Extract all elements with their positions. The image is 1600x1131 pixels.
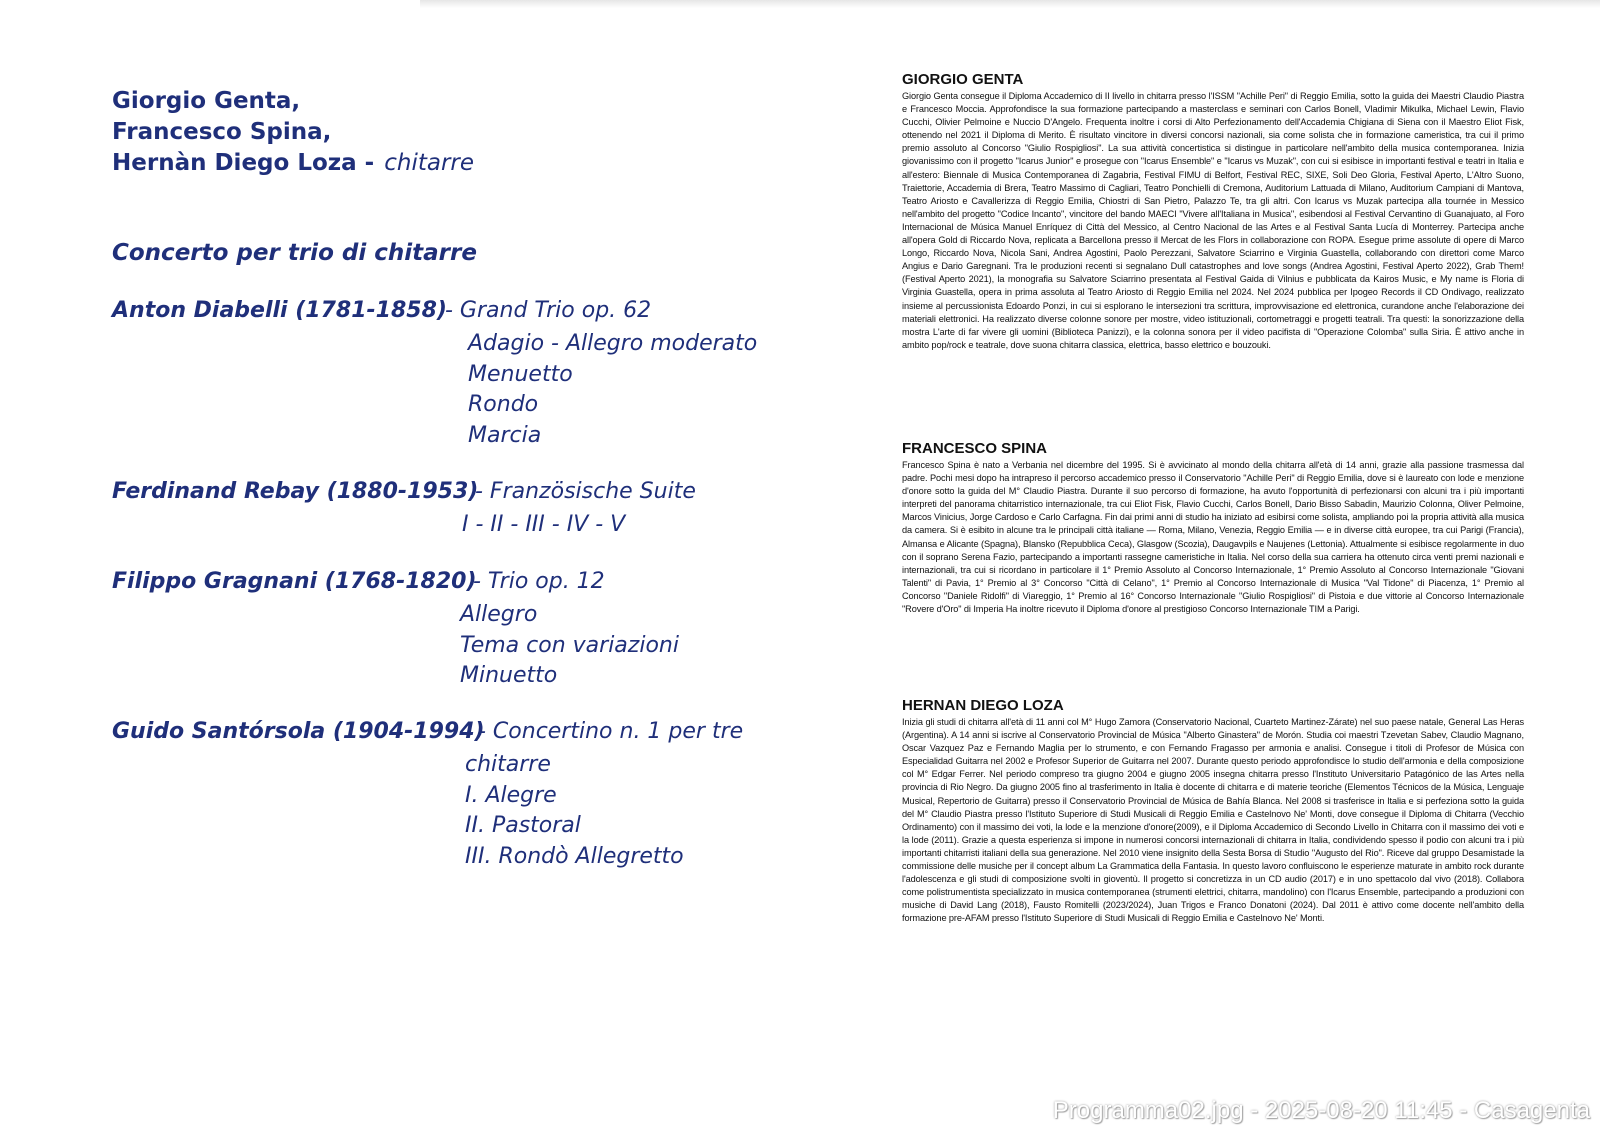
- work-title: - Trio op. 12: [473, 569, 605, 594]
- movement: chitarre: [465, 752, 551, 777]
- bio-text: Inizia gli studi di chitarra all'età di 11 anni col M° Hugo Zamora (Conservatorio Nacional, Cuarteto Martinez-Zárate) nel suo paese natale, General Las Heras (Argentina). A 14 anni si iscrive al Conservatorio Provincial de Música "Alberto Ginastera" de Morón. Studia coi maestri Tzevetan Sabev, Claudio Magnano, Oscar Vazquez Paz e Fernando Maglia per lo strumento, e con Fernando Fragasso per armonia e analisi. Consegue i titoli di Profesor de Música con Especialidad Guitarra nel 2002 e Profesor Superior de Guitarra nel 2007. Durante questo periodo approfondisce lo studio dell'armonia e della composizione col M° Edgar Ferrer. Nel periodo compreso tra giugno 2004 e giugno 2005 insegna chitarra presso l'Instituto Universitario Patagónico de las Artes nella provincia di Rio Negro. Da giugno 2005 fino al trasferimento in Italia è docente di chitarra e di materie teoriche (Elementos Técnicos de la Música, Lenguaje Musical, Repertorio de Guitarra) presso il Conservatorio Provincial de Música de Bahía Blanca. Nel 2008 si trasferisce in Italia e si perfeziona sotto la guida del M° Claudio Piastra presso l'Istituto Superiore di Studi Musicali di Reggio Emilia e Castelnovo Ne' Monti, dove consegue il Diploma di Chitarra (Vecchio Ordinamento) con il massimo dei voti, la lode e la menzione d'onore(2009), e il Diploma Accademico di Secondo Livello in Chitarra con il massimo dei voti e la lode (2011). Grazie a questa esperienza si impone in numerosi concorsi internazionali di chitarra in Italia, condividendo spesso il podio con alcuni tra i più importanti chitarristi italiani della sua generazione. Nel 2010 viene insignito della Sesta Borsa di Studio "Augusto del Rio". Riceve dal gruppo Desamistade la commissione delle musiche per il concept album La Grammatica della Fantasia. In questo lavoro confluiscono le esperienze maturate in ambito rock durante l'adolescenza e gli studi di composizione svolti in gioventù. Il progetto si concretizza in un CD audio (2017) e in uno spettacolo dal vivo (2018). Collabora come polistrumentista specializzato in musica contemporanea (strumenti elettrici, chitarra, mandolino) con l'Icarus Ensemble, partecipando a produzioni con musiche di David Lang (2018), Fausto Romitelli (2023/2024), Juan Trigos e Franco Donatoni (2024). Dal 2011 è attivo come docente nell'ambito della formazione pre-AFAM presso l'Istituto Superiore di Studi Musicali di Reggio Emilia e Castelnovo Ne' Monti.: [902, 717, 1524, 924]
- movement-list: [462, 510, 625, 541]
- work-title: - Concertino n. 1 per tre: [478, 719, 744, 744]
- performer-name: Hernàn Diego Loza -: [112, 150, 375, 176]
- image-caption-footer: Programma02.jpg - 2025-08-20 11:45 - Casagenta: [1052, 1097, 1590, 1124]
- movement-list: [468, 329, 757, 451]
- performer-name: Francesco Spina,: [112, 119, 332, 145]
- instrument-label: chitarre: [384, 150, 475, 176]
- movement: Minuetto: [460, 663, 558, 688]
- concert-title: Concerto per trio di chitarre: [112, 240, 477, 266]
- bio-section: [902, 697, 1524, 926]
- composer-name: Filippo Gragnani (1768-1820): [112, 569, 477, 594]
- movement: Rondo: [468, 392, 539, 417]
- movement: Adagio - Allegro moderato: [468, 331, 758, 356]
- work-title: - Französische Suite: [475, 479, 696, 504]
- bio-section: [902, 440, 1524, 616]
- performer-line-last: [112, 148, 474, 179]
- bio-text: Giorgio Genta consegue il Diploma Accademico di II livello in chitarra presso l'ISSM "Achille Peri" di Reggio Emilia, sotto la guida dei Maestri Claudio Piastra e Francesco Moccia. Approfondisce la sua formazione partecipando a masterclass e seminari con Carlos Bonell, Vladimir Mikulka, Michael Lewin, Flavio Cucchi, Olivier Pelmoine e Nuccio D'Angelo. Frequenta inoltre i corsi di Alto Perfezionamento dell'Accademia Chigiana di Siena con il Maestro Eliot Fisk, ottenendo nel 2021 il Diploma di Merito. È risultato vincitore in diversi concorsi nazionali, sia come solista che in formazione cameristica, tra cui il primo premio assoluto al Concorso "Giulio Rospigliosi". La sua attività concertistica si distingue in particolare nell'ambito della musica contemporanea. Inizia giovanissimo con il progetto "Icarus Junior" e prosegue con "Icarus Ensemble" e "Icarus vs Muzak", con cui si esibisce in importanti festival e teatri in Italia e all'estero: Biennale di Musica Contemporanea di Zagabria, Festival FIMU di Belfort, Festival REC, SIXE, Soli Deo Gloria, Festival Aperto, L'Altro Suono, Traiettorie, Accademia di Brera, Teatro Massimo di Cagliari, Teatro Ponchielli di Cremona, Auditorium Lattuada di Milano, Auditorium Campiani di Mantova, Teatro Ariosto e Cavallerizza di Reggio Emilia, Chiostri di San Pietro, Palazzo Te, tra gli altri. Con Icarus vs Muzak partecipa alla tournée in Messico nell'ambito del progetto "Codice Incanto", vincitore del bando MAECI "Vivere all'Italiana in Musica", esibendosi al Festival Cervantino di Guanajuato, al Foro Internacional de Música Manuel Enríquez di Città del Messico, al Centro Nacional de las Artes e al Festival Santa Lucía di Monterrey. Partecipa anche all'opera Gold di Riccardo Nova, replicata a Barcellona presso il Mercat de les Flors in collaborazione con ROPA. Esegue prime assolute di opere di Marco Longo, Riccardo Nova, Nicola Sani, Andrea Agostini, Paolo Perezzani, Salvatore Sciarrino e Virginia Guastella, collaborando con direttori come Marco Angius e Dario Garegnani. Tra le produzioni recenti si segnalano Dull catastrophes and love songs (Andrea Agostini, Festival Aperto 2022), Grab Them! (Festival Aperto 2021), la monografia su Salvatore Sciarrino presentata al Festival Gaida di Vilnius e pubblicata da Kairos Music, e My name is Floria di Virginia Guastella, opera in prima assoluta al Teatro Ariosto di Reggio Emilia nel 2024. Nel 2024 pubblica per Ipogeo Records il CD Ondivago, realizzato insieme al percussionista Edoardo Ponzi, in cui si esplorano le intersezioni tra scrittura, improvvisazione ed elettronica, curandone anche l'elaborazione dei materiali elettronici. Ha realizzato diverse colonne sonore per mostre, video istituzionali, cortometraggi e progetti teatrali. Tra questi: la sonorizzazione della mostra L'arte di far vivere gli uomini (Biblioteca Panizzi), e la colonna sonora per il video pacifista di "Operazione Colomba" sulla Siria. È attivo anche in ambito pop/rock e teatrale, dove suona chitarra classica, elettrica, basso elettrico e bouzouki.: [902, 91, 1524, 350]
- performers-block: [112, 86, 474, 179]
- composer-name: Guido Santórsola (1904-1994): [112, 719, 485, 744]
- bio-heading: HERNAN DIEGO LOZA: [902, 697, 1064, 714]
- movement: II. Pastoral: [465, 813, 581, 838]
- movement: I. Alegre: [465, 782, 557, 808]
- bio-heading: GIORGIO GENTA: [902, 71, 1024, 88]
- performer-name: Giorgio Genta,: [112, 88, 301, 114]
- movement-list: [465, 750, 684, 872]
- movement: Tema con variazioni: [460, 632, 679, 658]
- composer-name: Anton Diabelli (1781-1858): [112, 298, 447, 323]
- bio-heading: FRANCESCO SPINA: [902, 440, 1048, 457]
- work-title: - Grand Trio op. 62: [445, 298, 652, 323]
- bio-section: [902, 71, 1524, 352]
- bio-text: Francesco Spina è nato a Verbania nel dicembre del 1995. Si è avvicinato al mondo della chitarra all'età di 14 anni, grazie alla passione trasmessa dal padre. Pochi mesi dopo ha intrapreso il percorso accademico presso il Conservatorio "Achille Peri" di Reggio Emilia, dove si è laureato con lode e menzione d'onore sotto la guida del M° Claudio Piastra. Durante il suo percorso di formazione, ha avuto l'opportunità di perfezionarsi con alcuni tra i più importanti interpreti del panorama chitarristico internazionale, tra cui Eliot Fisk, Flavio Cucchi, Carlos Bonell, Dario Bisso Sabadin, Maurizio Colonna, Oliver Pelmoine, Marcos Vinicius, Jorge Cardoso e Carlo Carfagna. Fin dai primi anni di studio ha iniziato ad esibirsi come solista, ampliando poi la propria attività alla musica da camera. Si è esibito in alcune tra le principali città italiane — Roma, Milano, Venezia, Reggio Emilia — e in diverse città europee, tra cui Parigi (Francia), Almansa e Alicante (Spagna), Blansko (Repubblica Ceca), Glasgow (Scozia), Daugavpils e Naujenes (Lettonia). Attualmente si esibisce regolarmente in duo con il soprano Serena Fazio, partecipando a importanti rassegne cameristiche in Italia. Nel corso della sua carriera ha ottenuto circa venti premi nazionali e internazionali, tra cui si ricordano in particolare il 1° Premio Assoluto al Concorso Internazionale, 1° Premio Assoluto al Concorso Internazionale "Giovani Talenti" di Pavia, 1° Premio al 3° Concorso "Città di Celano", 1° Premio al Concorso Internazionale di Musica "Val Tidone" di Piacenza, 1° Premio al Concorso "Daniele Ridolfi" di Viareggio, 1° Premio al 16° Concorso Internazionale "Giulio Rospigliosi" di Pistoia e due vittorie al Concorso Internazionale "Rovere d'Oro" di Imperia Ha inoltre ricevuto il Diploma d'onore al prestigioso Concorso Internazionale TIM a Parigi.: [902, 460, 1524, 615]
- movement: Menuetto: [468, 361, 573, 387]
- movement: I - II - III - IV - V: [462, 512, 626, 537]
- movement: III. Rondò Allegretto: [465, 843, 684, 869]
- movement: Allegro: [460, 602, 538, 627]
- movement-list: [460, 600, 679, 692]
- movement: Marcia: [468, 422, 542, 448]
- composer-name: Ferdinand Rebay (1880-1953): [112, 479, 479, 504]
